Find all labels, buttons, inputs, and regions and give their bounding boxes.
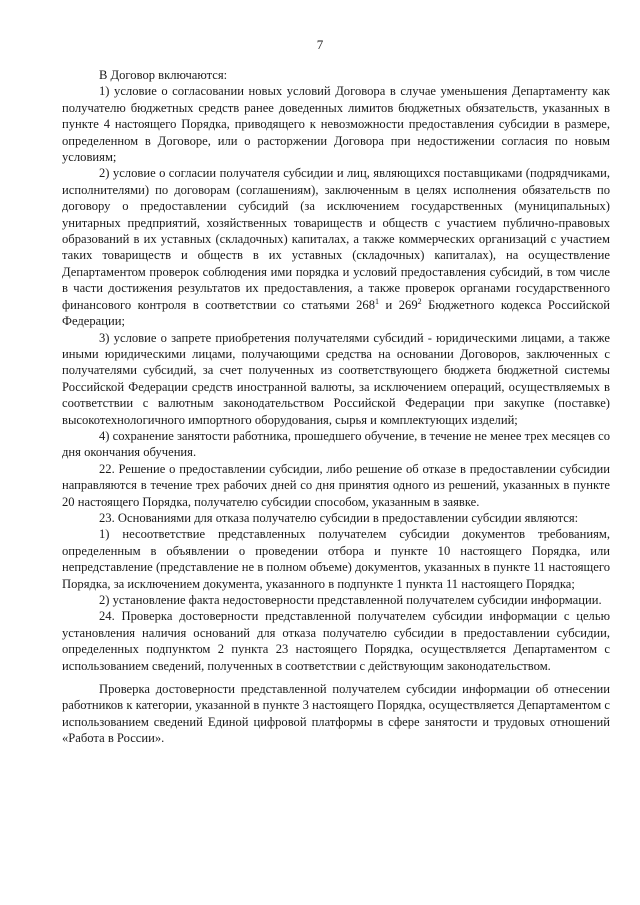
paragraph-item-3: 3) условие о запрете приобретения получателями субсидий - юридическими лицами, а также иными юридическими лицами, получающими средства на основании Договоров, заключенных с получателями субсидий, за счет полученных из соответствующего бюджета бюджетной системы Российской Федерации средств иностранной валюты, за исключением операций, осуществляемых в соответствии с валютным законодательством Российской Федерации при закупке (поставке) высокотехнологичного импортного оборудования, сырья и комплектующих изделий;	[62, 330, 610, 427]
paragraph-23-2: 2) установление факта недостоверности представленной получателем субсидии информации.	[99, 593, 602, 607]
item-2-text-a: 2) условие о согласии получателя субсидии и лиц, являющихся поставщиками (подрядчиками, исполнителями) по договорам (соглашениям), заключенным в целях исполнения обязательств по договору о предоставлении субсидий (за исключением государственных (муниципальных) унитарных предприятий, хозяйственных товариществ и обществ с участием публично-правовых образований в их уставных (складочных) капиталах, а также коммерческих организаций с участием таких товариществ и обществ в их уставных (складочных) капиталах), на осуществление Департаментом проверок соблюдения ими порядка и условий предоставления субсидий, в том числе в части достижения результатов их предоставления, а также проверок органами государственного финансового контроля в соответствии со статьями 268	[62, 166, 610, 312]
paragraph-24-b: Проверка достоверности представленной получателем субсидии информации об отнесении работников к категории, указанной в пункте 3 настоящего Порядка, осуществляется Департаментом с использованием сведений Единой цифровой платформы в сфере занятости и трудовых отношений «Работа в России».	[62, 682, 610, 746]
paragraph-item-2	[62, 165, 610, 329]
paragraph-item-1: 1) условие о согласовании новых условий Договора в случае уменьшения Департаменту как получателю бюджетных средств ранее доведенных лимитов бюджетных обязательств, указанных в пункте 4 настоящего Порядка, приводящего к невозможности предоставления субсидии в размере, определенном в Договоре, или о расторжении Договора при недостижении согласия по новым условиям;	[62, 84, 610, 165]
paragraph-24: 24. Проверка достоверности представленной получателем субсидии информации с целью установления наличия оснований для отказа получателю субсидии в предоставлении субсидии, определенных подпунктом 2 пункта 23 настоящего Порядка, осуществляется Департаментом с использованием сведений, полученных в соответствии с действующим законодательством.	[62, 609, 610, 673]
paragraph-23-1: 1) несоответствие представленных получателем субсидии документов требованиям, определенным в объявлении о проведении отбора и пункте 10 настоящего Порядка, или непредставление (представление не в полном объеме) документов, указанных в пункте 11 настоящего Порядка, за исключением документа, указанного в подпункте 1 пункта 11 настоящего Порядка;	[62, 527, 610, 591]
item-2-text-b: и 269	[379, 297, 418, 312]
paragraph-22: 22. Решение о предоставлении субсидии, либо решение об отказе в предоставлении субсидии направляются в течение трех рабочих дней со дня принятия одного из решений, указанных в пункте 20 настоящего Порядка, получателю субсидии способом, указанным в заявке.	[62, 461, 610, 509]
page-number: 7	[316, 37, 324, 52]
paragraph-intro: В Договор включаются:	[99, 68, 228, 82]
item-2-text-c: Бюджетного кодекса Российской Федерации;	[62, 297, 611, 329]
paragraph-item-4: 4) сохранение занятости работника, прошедшего обучение, в течение не менее трех месяцев со дня окончания обучения.	[62, 428, 610, 460]
superscript-2: 2	[417, 296, 422, 306]
paragraph-23: 23. Основаниями для отказа получателю субсидии в предоставлении субсидии являются:	[99, 510, 579, 525]
superscript-1: 1	[375, 296, 380, 306]
document-body	[62, 67, 610, 747]
